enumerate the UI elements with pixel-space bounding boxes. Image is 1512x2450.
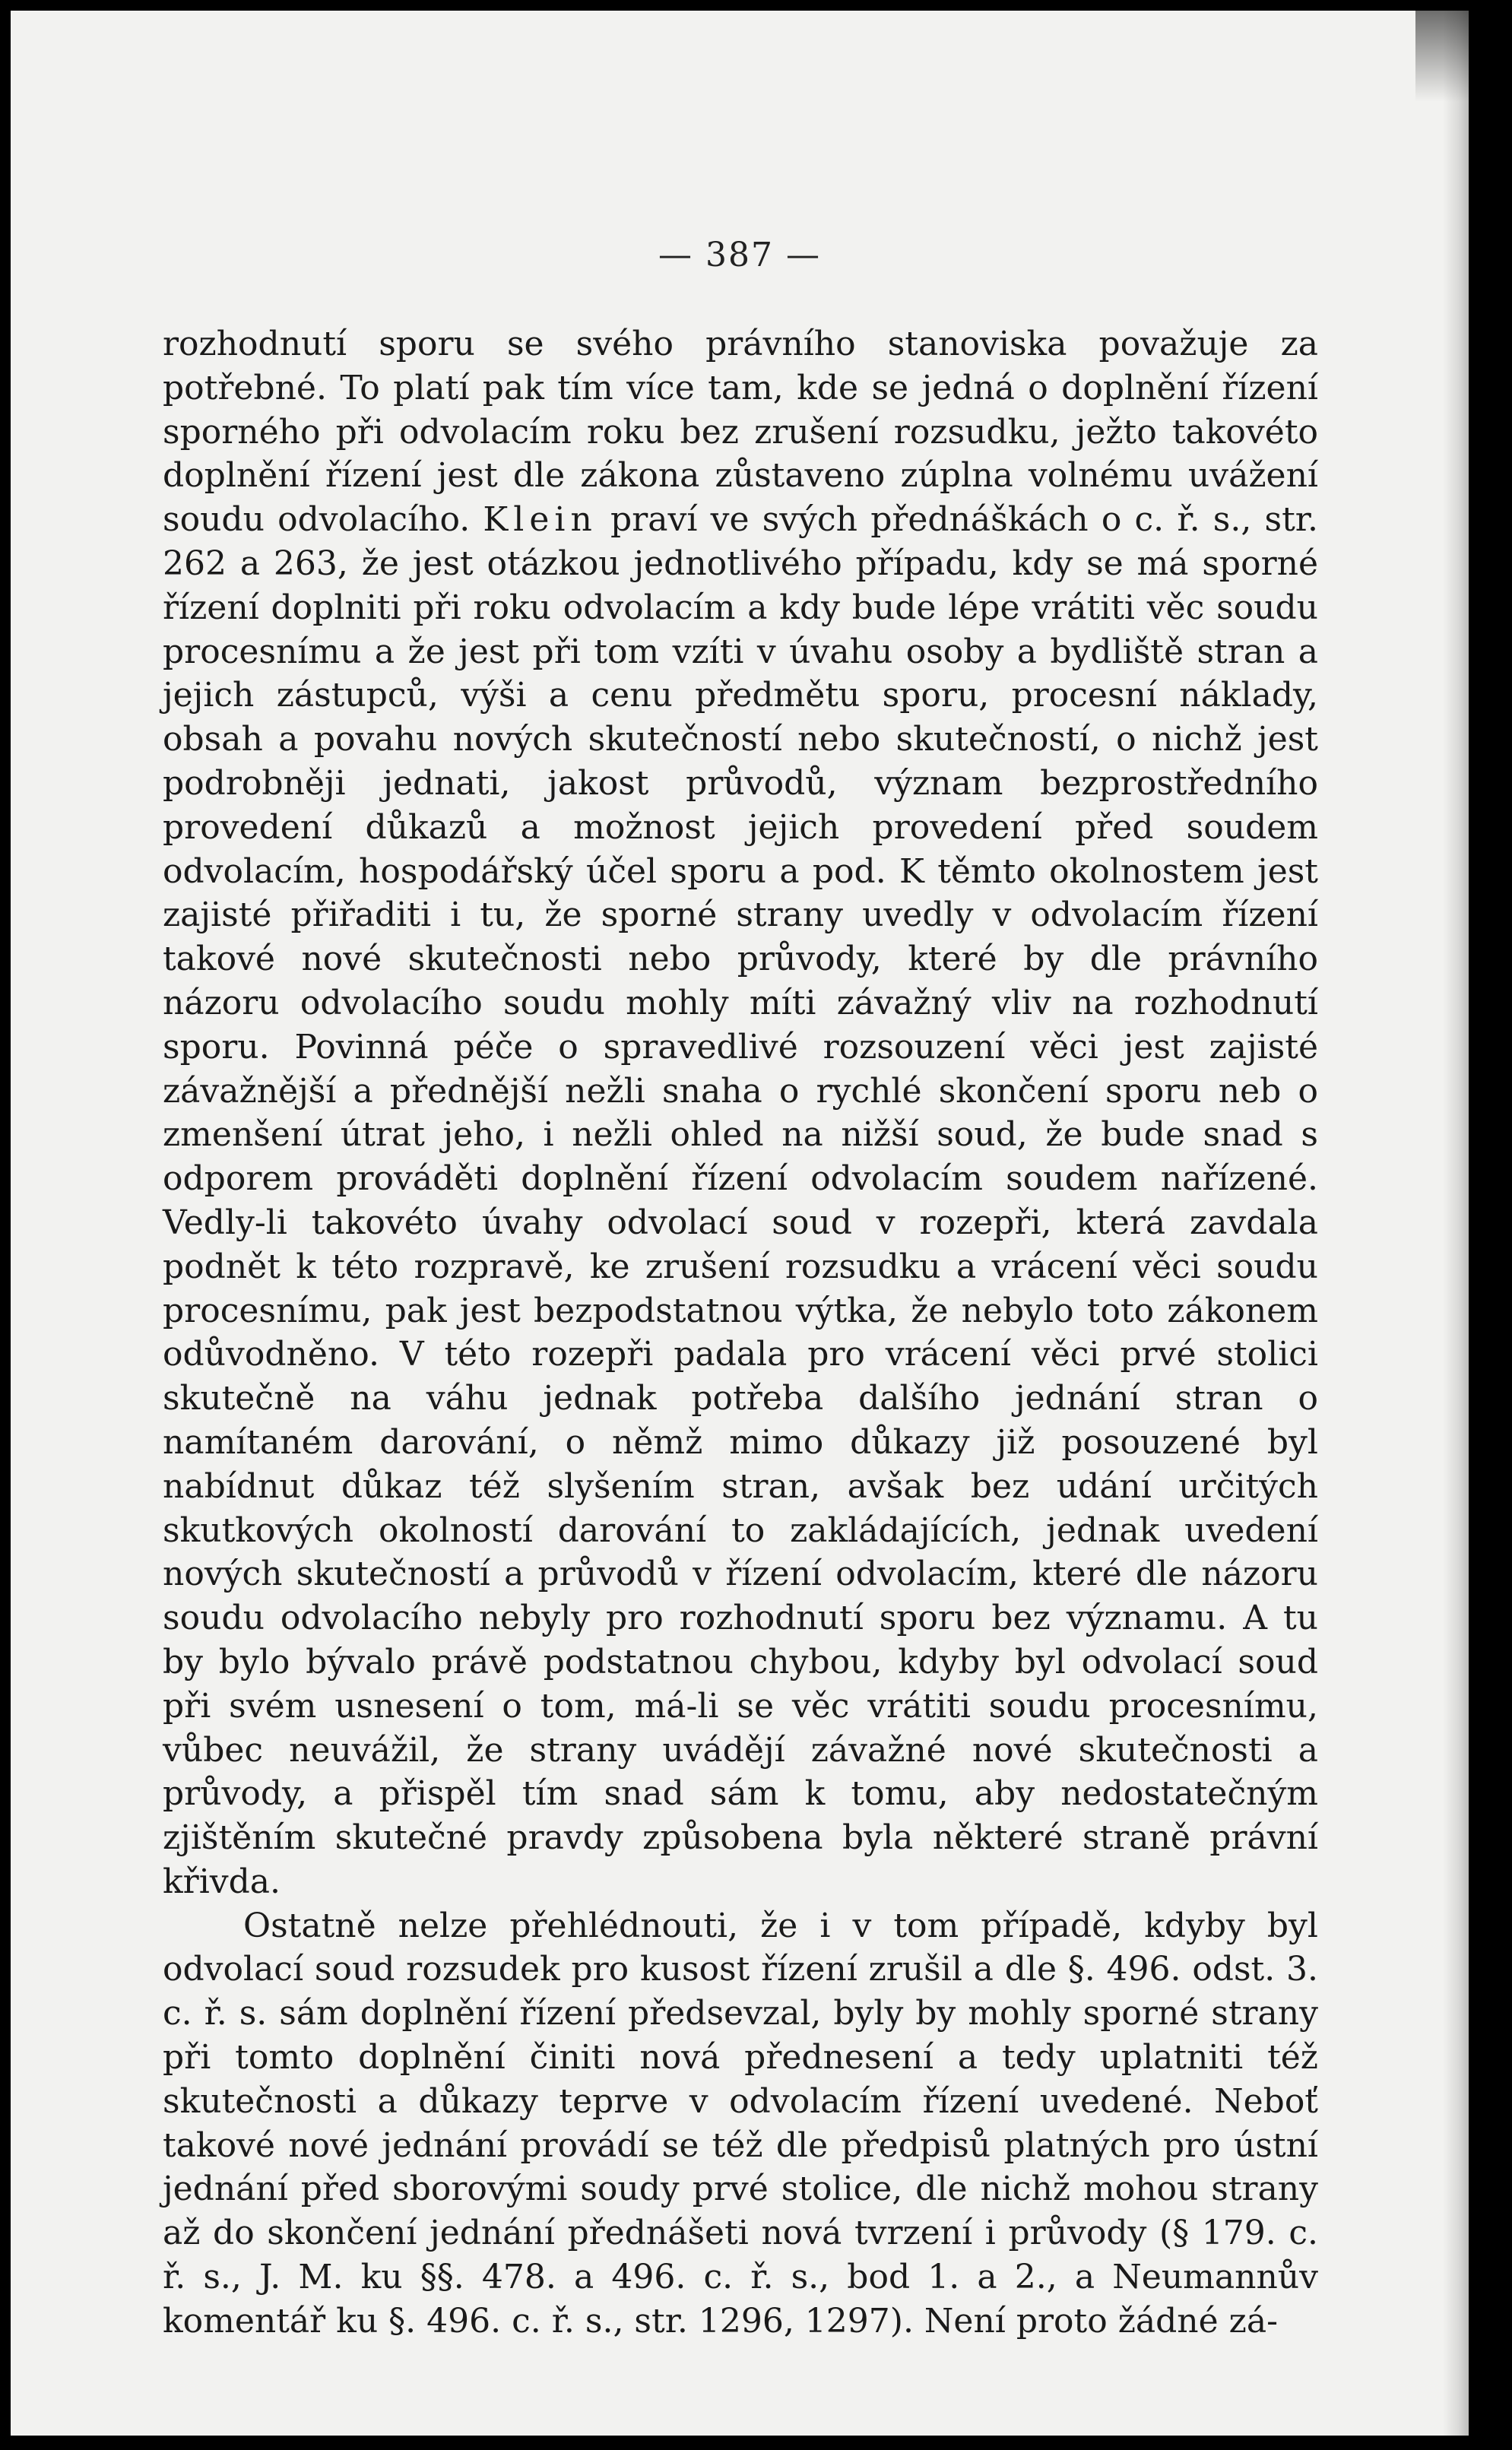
author-name-klein: Klein bbox=[483, 500, 598, 540]
paragraph-1-text-rest: praví ve svých přednáškách o c. ř. s., str. 262 a 263, že jest otázkou jednotlivého případu, kdy se má sporné řízení doplniti při roku odvolacím a kdy bude lépe vrátiti věc soudu procesnímu a že jest při tom vzíti v úvahu osoby a bydliště stran a jejich zástupců, výši a cenu předmětu sporu, procesní náklady, obsah a povahu nových skutečností nebo skutečností, o nichž jest podrobněji jednati, jakost průvodů, význam bezprostředního provedení důkazů a možnost jejich provedení před soudem odvolacím, hospodářský účel sporu a pod. K těmto okolnostem jest zajisté přiřaditi i tu, že sporné strany uvedly v odvolacím řízení takové nové skutečnosti nebo průvody, které by dle právního názoru odvolacího soudu mohly míti závažný vliv na rozhodnutí sporu. Povinná péče o spravedlivé rozsouzení věci jest zajisté závažnější a přednější nežli snaha o rychlé skončení sporu neb o zmenšení útrat jeho, i nežli ohled na nižší soud, že bude snad s odporem prováděti doplnění řízení odvolacím soudem nařízené. Vedly-li takovéto úvahy odvolací soud v rozepři, která zavdala podnět k této rozpravě, ke zrušení rozsudku a vrácení věci soudu procesnímu, pak jest bezpodstatnou výtka, že nebylo toto zákonem odůvodněno. V této rozepři padala pro vrácení věci prvé stolici skutečně na váhu jednak potřeba dalšího jednání stran o namítaném darování, o němž mimo důkazy již posouzené byl nabídnut důkaz též slyšením stran, avšak bez udání určitých skutkových okolností darování to zakládajících, jednak uvedení nových skutečností a průvodů v řízení odvolacím, které dle názoru soudu odvolacího nebyly pro rozhodnutí sporu bez významu. A tu by bylo bývalo právě podstatnou chybou, kdyby byl odvolací soud při svém usnesení o tom, má-li se věc vrátiti soudu procesnímu, vůbec neuvážil, že strany uvádějí závažné nové skutečnosti a průvody, a přispěl tím snad sám k tomu, aby nedostatečným zjištěním skutečné pravdy způsobena byla některé straně právní křivda. bbox=[163, 500, 1318, 1901]
scan-shadow-edge bbox=[1443, 11, 1469, 2436]
paragraph-1-text-start: rozhodnutí sporu se svého právního stanoviska považuje za potřebné. To platí pak tím více tam, kde se jedná o doplnění řízení sporného při odvolacím roku bez zrušení rozsudku, ježto takovéto doplnění řízení jest dle zákona zůstaveno zúplna volnému uvážení soudu odvolacího. bbox=[163, 325, 1318, 540]
body-text bbox=[163, 322, 1318, 2344]
page-number: — 387 — bbox=[658, 236, 821, 274]
paragraph-1 bbox=[163, 322, 1318, 1904]
book-page bbox=[11, 11, 1469, 2436]
paragraph-2: Ostatně nelze přehlédnouti, že i v tom případě, kdyby byl odvolací soud rozsudek pro kusost řízení zrušil a dle §. 496. odst. 3. c. ř. s. sám doplnění řízení předsevzal, byly by mohly sporné strany při tomto doplnění činiti nová přednesení a tedy uplatniti též skutečnosti a důkazy teprve v odvolacím řízení uvedené. Neboť takové nové jednání provádí se též dle předpisů platných pro ústní jednání před sborovými soudy prvé stolice, dle nichž mohou strany až do skončení jednání přednášeti nová tvrzení i průvody (§ 179. c. ř. s., J. M. ku §§. 478. a 496. c. ř. s., bod 1. a 2., a Neumannův komentář ku §. 496. c. ř. s., str. 1296, 1297). Není proto žádné zá- bbox=[163, 1906, 1318, 2341]
